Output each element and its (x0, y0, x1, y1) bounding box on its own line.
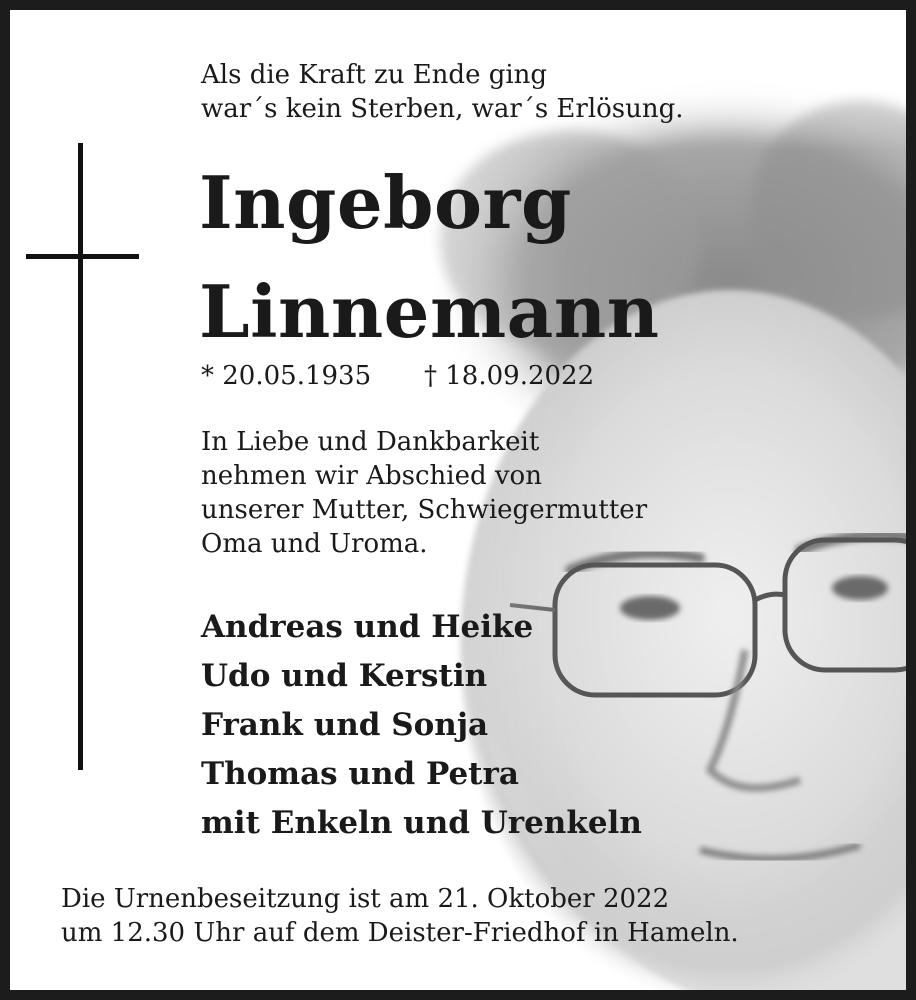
message-line: nehmen wir Abschied von (201, 461, 542, 491)
mourning-family-list (201, 603, 642, 848)
family-member-line: Thomas und Petra (201, 756, 519, 792)
death-date: † 18.09.2022 (424, 361, 595, 391)
message-line: Oma und Uroma. (201, 529, 428, 559)
ceremony-info (61, 882, 739, 950)
verse-line: war´s kein Sterben, war´s Erlösung. (201, 94, 684, 124)
message-line: In Liebe und Dankbarkeit (201, 427, 540, 457)
family-member-line: Frank und Sonja (201, 707, 489, 743)
ceremony-line: um 12.30 Uhr auf dem Deister-Friedhof in Hameln. (61, 918, 739, 948)
cross-vertical-bar (78, 143, 83, 770)
cross-horizontal-bar (26, 254, 139, 259)
ceremony-line: Die Urnenbeseitzung ist am 21. Oktober 2022 (61, 884, 670, 914)
family-member-line: mit Enkeln und Urenkeln (201, 805, 642, 841)
farewell-message (201, 425, 647, 561)
memorial-verse (201, 58, 684, 126)
birth-date: * 20.05.1935 (201, 361, 372, 391)
verse-line: Als die Kraft zu Ende ging (201, 60, 548, 90)
deceased-first-name: Ingeborg (199, 160, 572, 245)
family-member-line: Udo und Kerstin (201, 658, 488, 694)
deceased-last-name: Linnemann (199, 269, 660, 354)
family-member-line: Andreas und Heike (201, 609, 534, 645)
message-line: unserer Mutter, Schwiegermutter (201, 495, 648, 525)
